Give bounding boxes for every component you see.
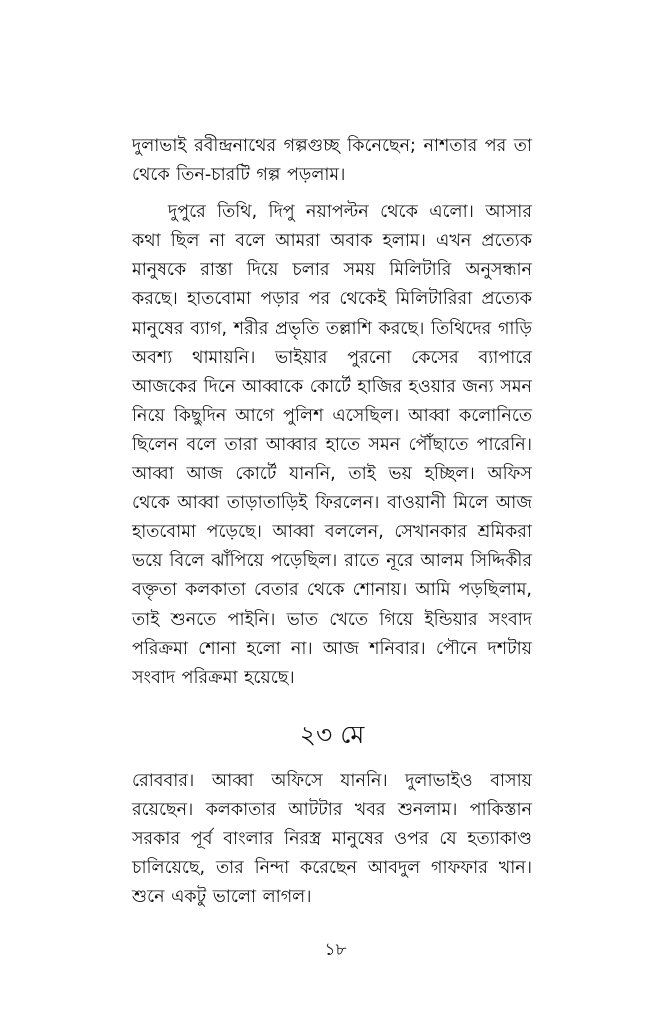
- paragraph-tithi-dipu-visit: দুপুরে তিথি, দিপু নয়াপল্টন থেকে এলো। আসার কথা ছিল না বলে আমরা অবাক হলাম। এখন প্রত্যেক মানুষকে রাস্তা দিয়ে চলার সময় মিলিটারি অনুসন্ধান করছে। হাতবোমা পড়ার পর থেকেই মিলিটারিরা প্রত্যেক মানুষের ব্যাগ, শরীর প্রভৃতি তল্লাশি করছে। তিথিদের গাড়ি অবশ্য থামায়নি। ভাইয়ার পুরনো কেসের ব্যাপারে আজকের দিনে আব্বাকে কোর্টে হাজির হওয়ার জন্য সমন নিয়ে কিছুদিন আগে পুলিশ এসেছিল। আব্বা কলোনিতে ছিলেন বলে তারা আব্বার হাতে সমন পৌঁছাতে পারেনি। আব্বা আজ কোর্টে যাননি, তাই ভয় হচ্ছিল। অফিস থেকে আব্বা তাড়াতাড়িই ফিরলেন। বাওয়ানী মিলে আজ হাতবোমা পড়েছে। আব্বা বললেন, সেখানকার শ্রমিকরা ভয়ে বিলে ঝাঁপিয়ে পড়েছিল। রাতে নূরে আলম সিদ্দিকীর বক্তৃতা কলকাতা বেতার থেকে শোনায়। আমি পড়ছিলাম, তাই শুনতে পাইনি। ভাত খেতে গিয়ে ইন্ডিয়ার সংবাদ পরিক্রমা শোনা হলো না। আজ শনিবার। পৌনে দশটায় সংবাদ পরিক্রমা হয়েছে।: [132, 202, 532, 688]
- section-heading-date: ২৩ মে: [299, 719, 365, 749]
- paragraph-storybook-purchase: দুলাভাই রবীন্দ্রনাথের গল্পগুচ্ছ কিনেছেন; নাশতার পর তা থেকে তিন-চারটি গল্প পড়লাম।: [132, 136, 532, 186]
- paragraph-sunday-news: রোববার। আব্বা অফিসে যাননি। দুলাভাইও বাসায় রয়েছেন। কলকাতার আটটার খবর শুনলাম। পাকিস্তান সরকার পূর্ব বাংলার নিরস্ত্র মানুষের ওপর যে হত্যাকাণ্ড চালিয়েছে, তার নিন্দা করেছেন আবদুল গাফফার খান। শুনে একটু ভালো লাগল।: [132, 770, 532, 908]
- page-number: ১৮: [324, 940, 347, 960]
- page-body: [132, 132, 532, 912]
